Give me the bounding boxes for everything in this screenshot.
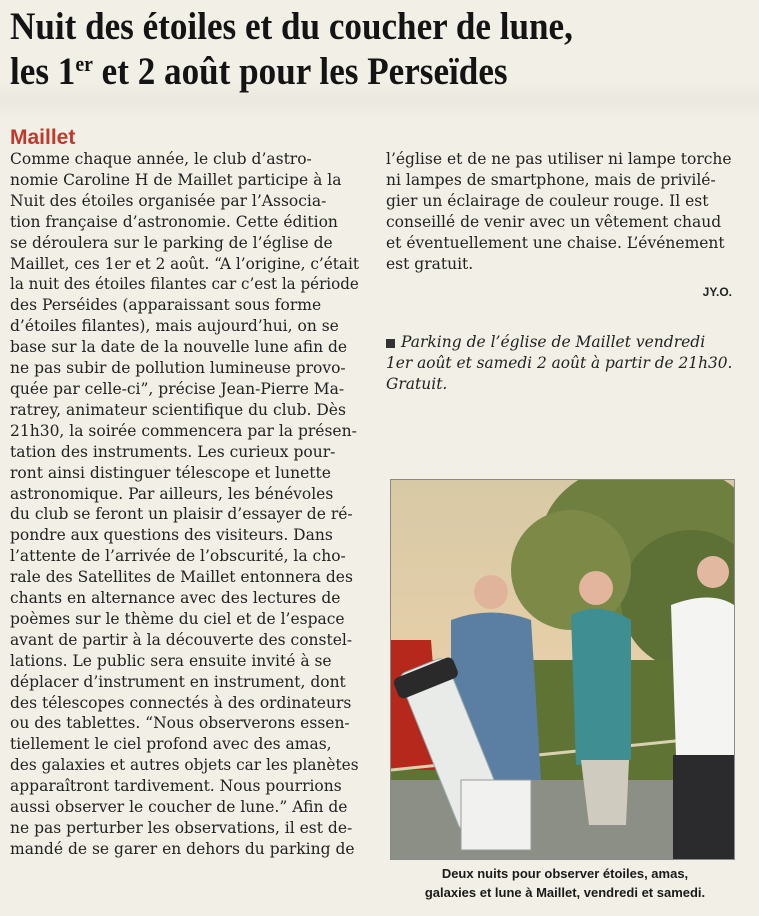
body-left-line: tation des instruments. Les curieux pour- — [10, 442, 336, 461]
event-info-line: Gratuit. — [386, 374, 448, 393]
author-signature: JY.O. — [702, 285, 732, 299]
body-left-line: nomie Caroline H de Maillet participe à la — [10, 170, 342, 189]
body-left-line: 21h30, la soirée commencera par la présen- — [10, 421, 357, 440]
body-right-line: l’église et de ne pas utiliser ni lampe torche — [386, 150, 732, 168]
body-left-line: Comme chaque année, le club d’astro- — [10, 150, 312, 168]
body-left-line: astronomique. Par ailleurs, les bénévoles — [10, 484, 334, 503]
body-left-line: base sur la date de la nouvelle lune afin de — [10, 338, 348, 357]
article-photo — [390, 479, 735, 860]
body-left-line: apparaîtront tardivement. Nous pourrions — [10, 777, 342, 796]
event-info-line: Parking de l’église de Maillet vendredi — [386, 332, 732, 353]
body-left-line: quée par celle-ci”, précise Jean-Pierre Ma- — [10, 379, 345, 398]
body-left-line: Nuit des étoiles organisée par l’Associa- — [10, 191, 327, 210]
body-right-line: et éventuellement une chaise. L’événement — [386, 233, 725, 252]
body-left-line: aussi observer le coucher de lune.” Afin de — [10, 798, 348, 817]
body-left-line: des Perséides (apparaissant sous forme — [10, 296, 322, 315]
body-left-line: chants en alternance avec des lectures de — [10, 589, 341, 608]
photo-illustration — [391, 480, 734, 859]
caption-line: Deux nuits pour observer étoiles, amas, — [441, 866, 689, 881]
event-info-line: 1er août et samedi 2 août à partir de 21h30. — [386, 353, 733, 372]
body-right-line: conseillé de venir avec un vêtement chaud — [386, 212, 722, 231]
body-left-line: poèmes sur le thème du ciel et de l’espace — [10, 609, 345, 628]
body-left-line: déplacer d’instrument en instrument, dont — [10, 672, 346, 691]
article-headline — [10, 4, 681, 94]
body-left-line: avant de partir à la découverte des constel- — [10, 630, 353, 649]
location-kicker: Maillet — [10, 126, 76, 149]
body-left-line: d’étoiles filantes), mais aujourd’hui, on se — [10, 317, 339, 336]
body-left-line: rale des Satellites de Maillet entonnera des — [10, 568, 353, 587]
body-left-line: tion française d’astronomie. Cette édition — [10, 212, 338, 231]
body-left-line: ne pas subir de pollution lumineuse provo- — [10, 359, 346, 378]
body-left-line: l’attente de l’arrivée de l’obscurité, la cho- — [10, 547, 346, 566]
body-left-line: mandé de se garer en dehors du parking de — [10, 839, 355, 858]
body-left-line: Maillet, ces 1er et 2 août. “A l’origine, c’était — [10, 254, 360, 273]
body-right-line: ni lampes de smartphone, mais de privilé- — [386, 170, 716, 189]
body-column-right — [386, 149, 732, 274]
body-right-line: est gratuit. — [386, 254, 474, 273]
photo-caption — [385, 864, 745, 902]
headline-line-2-end: et 2 août pour les Perseïdes — [92, 50, 508, 93]
bullet-square-icon — [386, 339, 395, 348]
body-right-line: gier un éclairage de couleur rouge. Il est — [386, 191, 709, 210]
body-left-line: des télescopes connectés à des ordinateurs — [10, 693, 352, 712]
body-left-line: lations. Le public sera ensuite invité à se — [10, 651, 332, 670]
body-column-left — [10, 149, 359, 860]
body-left-line: pondre aux questions des visiteurs. Dans — [10, 526, 333, 545]
body-left-line: tiellement le ciel profond avec des amas, — [10, 735, 332, 754]
body-left-line: ront ainsi distinguer télescope et lunette — [10, 463, 331, 482]
body-left-line: se déroulera sur le parking de l’église de — [10, 233, 333, 252]
body-left-line: du club se feront un plaisir d’essayer de ré- — [10, 505, 353, 524]
headline-line-2-start: les 1 — [10, 50, 76, 93]
body-left-line: ne pas perturber les observations, il est de- — [10, 819, 353, 837]
body-left-line: des galaxies et autres objets car les planètes — [10, 756, 359, 775]
body-left-line: ratrey, animateur scientifique du club. Dès — [10, 400, 346, 419]
headline-ordinal: er — [75, 51, 93, 76]
body-left-line: la nuit des étoiles filantes car c’est la période — [10, 275, 359, 294]
caption-line: galaxies et lune à Maillet, vendredi et samedi. — [424, 885, 706, 900]
event-info-box — [386, 332, 732, 395]
headline-line-1: Nuit des étoiles et du coucher de lune, — [10, 5, 573, 48]
body-left-line: ou des tablettes. “Nous observerons essen- — [10, 714, 350, 733]
